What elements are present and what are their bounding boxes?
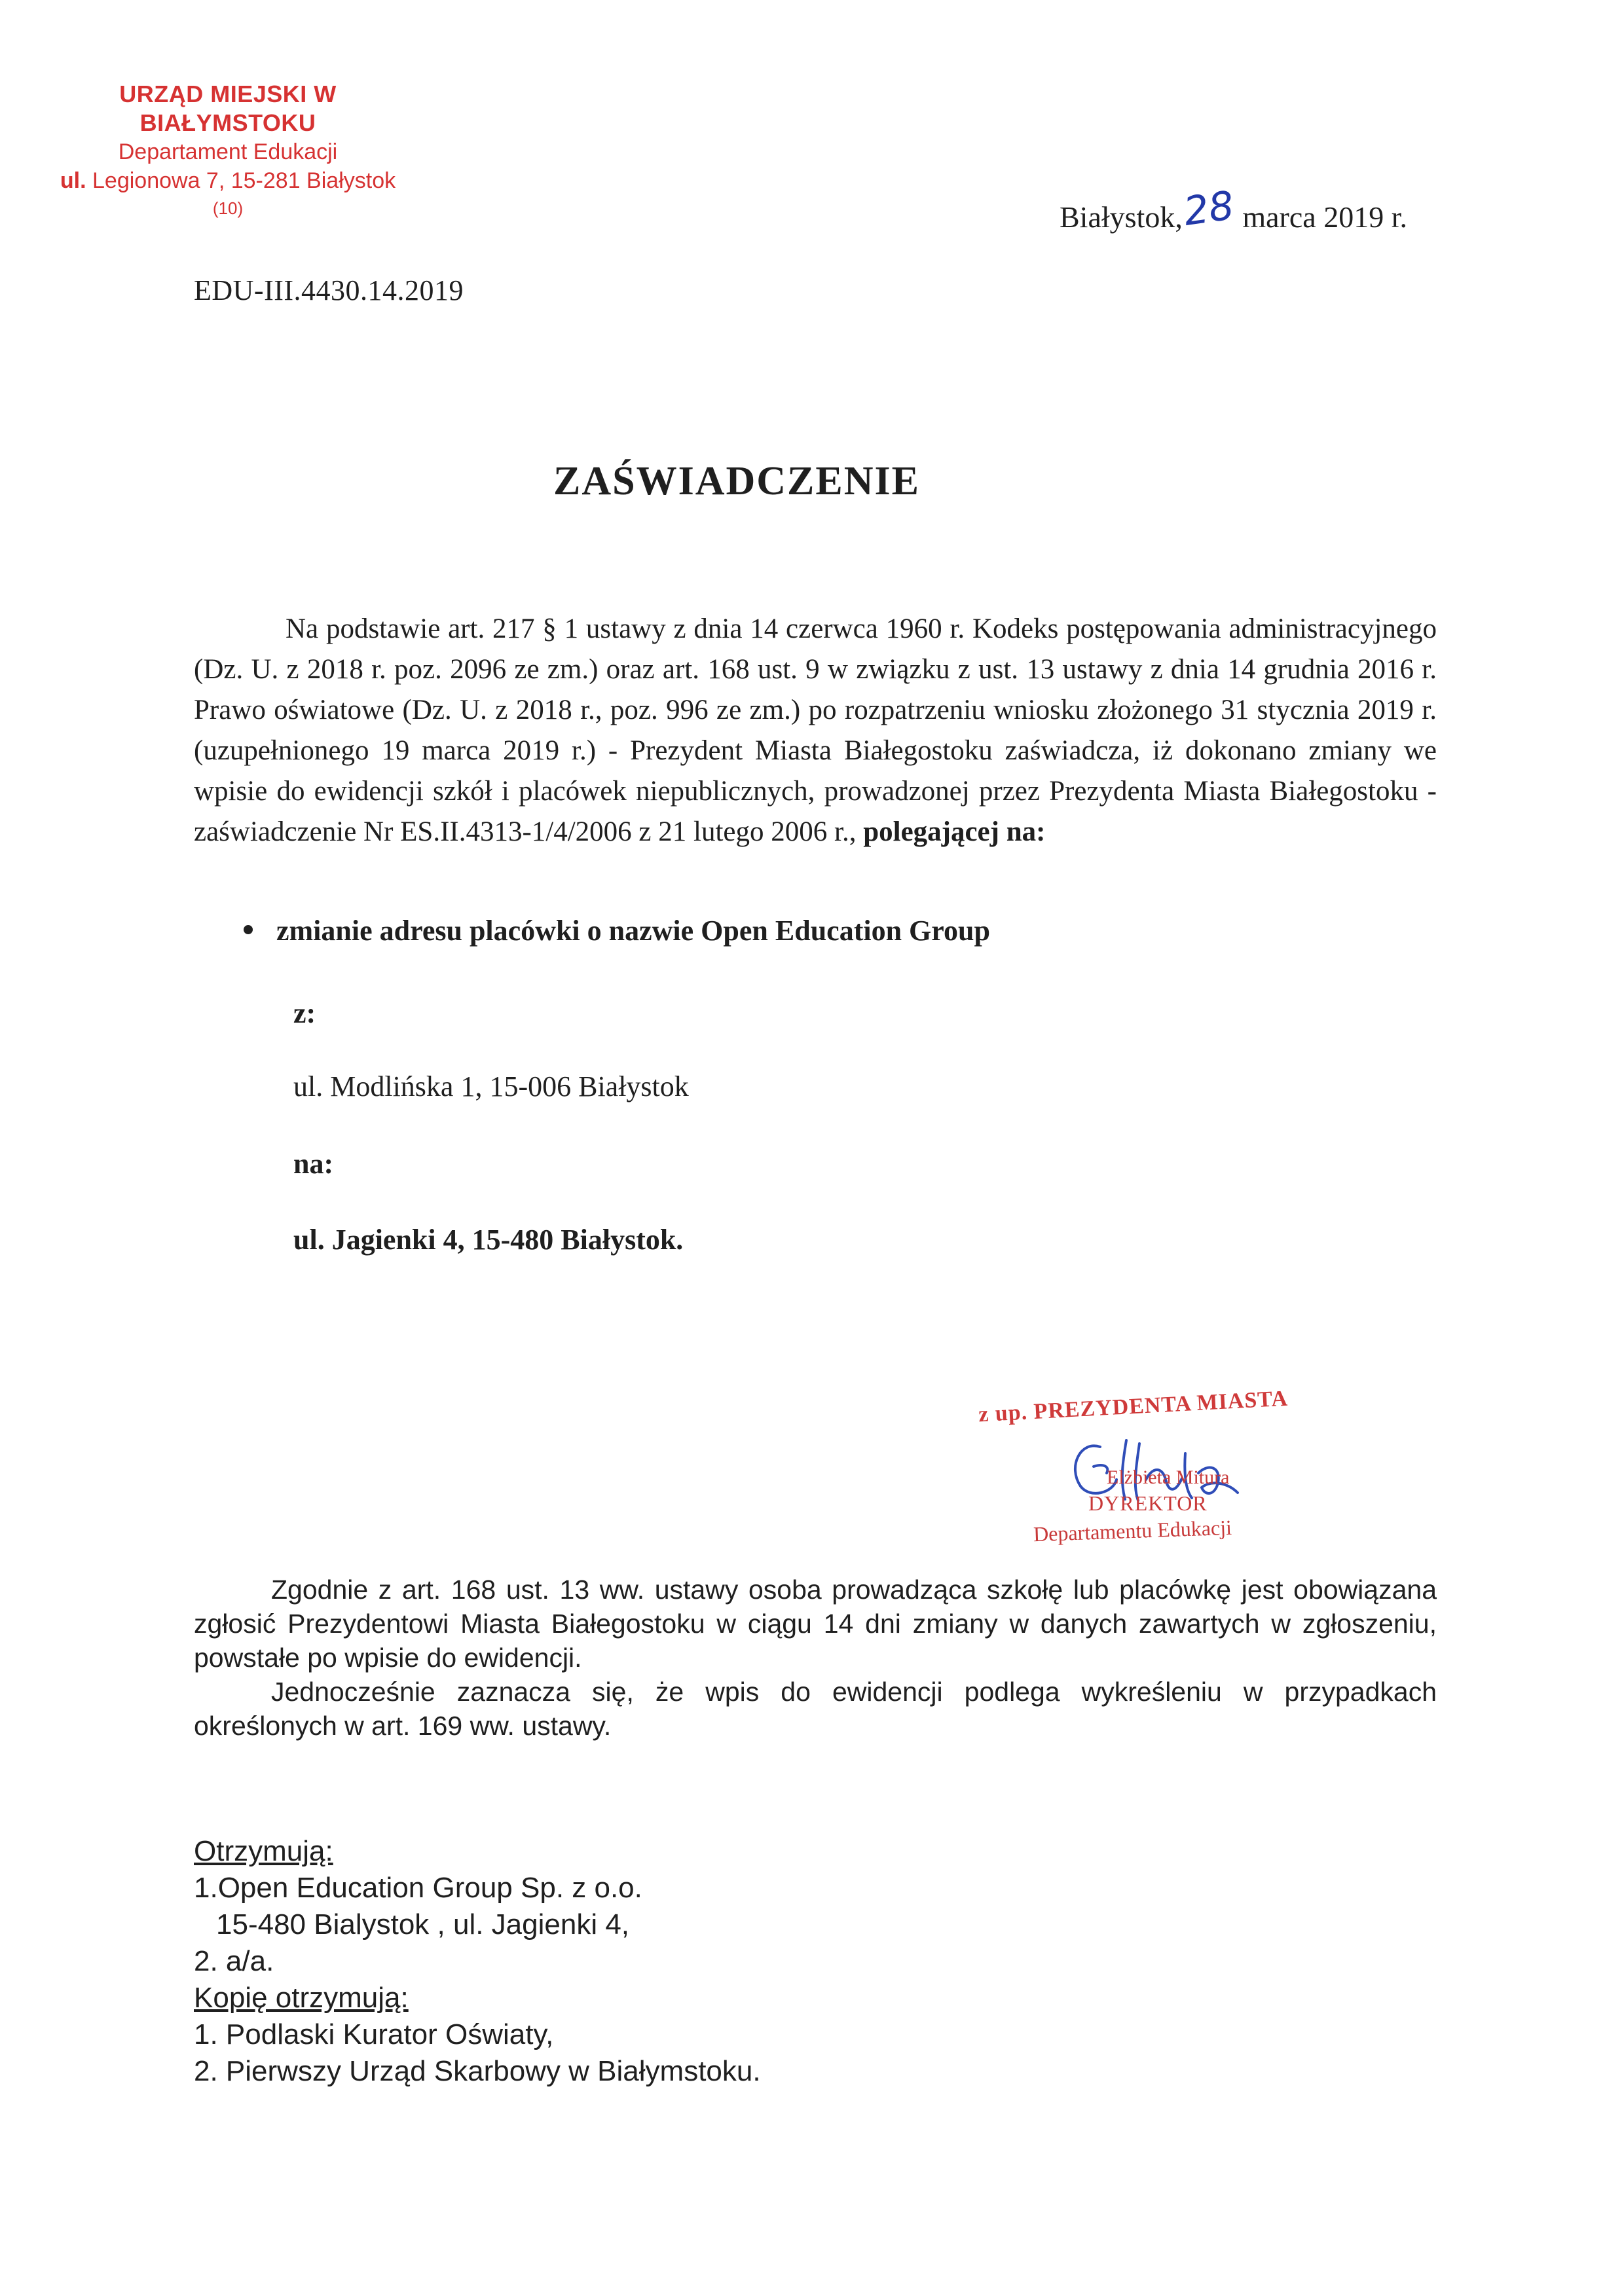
main-paragraph [194,609,1437,852]
document-date [1060,183,1407,237]
signatory-position: DYREKTOR [1088,1491,1208,1515]
recipients-heading: Otrzymują: [194,1835,333,1867]
date-month-year: marca 2019 r. [1242,200,1407,234]
signatory-name: Elżbieta Mitura [1107,1467,1230,1488]
copy-recipient-2: 2. Pierwszy Urząd Skarbowy w Białymstoku. [194,2055,761,2087]
date-place: Białystok, [1060,200,1183,234]
to-address: ul. Jagienki 4, 15-480 Białystok. [293,1224,684,1256]
department-name: Departament Edukacji [118,139,338,164]
change-bullet [244,914,990,947]
document-title: ZAŚWIADCZENIE [553,459,921,503]
office-address: ul. Legionowa 7, 15-281 Białystok [60,168,396,193]
office-name: URZĄD MIEJSKI W BIAŁYMSTOKU [119,81,337,136]
copy-recipient-1: 1. Podlaski Kurator Oświaty, [194,2018,554,2050]
signature-stamp [936,1381,1342,1578]
office-stamp [31,80,424,221]
change-bullet-text: zmianie adresu placówki o nazwie Open Education Group [276,915,990,947]
signature-authority: z up. PREZYDENTA MIASTA [978,1386,1289,1427]
main-paragraph-bold-ending: polegającej na: [863,816,1046,847]
main-paragraph-text: Na podstawie art. 217 § 1 ustawy z dnia 14 czerwca 1960 r. Kodeks postępowania administracyjnego (Dz. U. z 2018 r. poz. 2096 ze zm.) oraz art. 168 ust. 9 w związku z ust. 13 ustawy z dnia 14 grudnia 2016 r. Prawo oświatowe (Dz. U. z 2018 r., poz. 996 ze zm.) po rozpatrzeniu wniosku złożonego 31 stycznia 2019 r. (uzupełnionego 19 marca 2019 r.) - Prezydent Miasta Białegostoku zaświadcza, iż dokonano zmiany we wpisie do ewidencji szkół i placówek niepublicznych, prowadzonej przez Prezydenta Miasta Białegostoku - zaświadczenie Nr ES.II.4313-1/4/2006 z 21 lutego 2006 r., [194,613,1437,847]
office-code: (10) [212,198,244,218]
recipient-1-address: 15-480 Bialystok , ul. Jagienki 4, [216,1908,630,1941]
recipients-list [194,1833,761,2090]
note-paragraph-2: Jednocześnie zaznacza się, że wpis do ewidencji podlega wykreśleniu w przypadkach określonych w art. 169 ww. ustawy. [194,1677,1437,1741]
from-address: ul. Modlińska 1, 15-006 Białystok [293,1070,689,1102]
reference-number: EDU-III.4430.14.2019 [194,274,464,306]
bullet-icon [244,925,253,934]
notes [194,1573,1437,1743]
note-paragraph-1: Zgodnie z art. 168 ust. 13 ww. ustawy osoba prowadząca szkołę lub placówkę jest obowiązana zgłosić Prezydentowi Miasta Białegostoku w ciągu 14 dni zmiany w danych zawartych w zgłoszeniu, powstałe po wpisie do ewidencji. [194,1575,1437,1673]
copy-recipients-heading: Kopię otrzymują: [194,1982,409,2014]
to-label: na: [293,1148,334,1180]
date-day-handwritten: 28 [1181,183,1237,235]
from-label: z: [293,997,316,1029]
recipient-1: 1.Open Education Group Sp. z o.o. [194,1872,642,1904]
recipient-2: 2. a/a. [194,1945,274,1977]
signatory-department: Departamentu Edukacji [1033,1515,1232,1546]
